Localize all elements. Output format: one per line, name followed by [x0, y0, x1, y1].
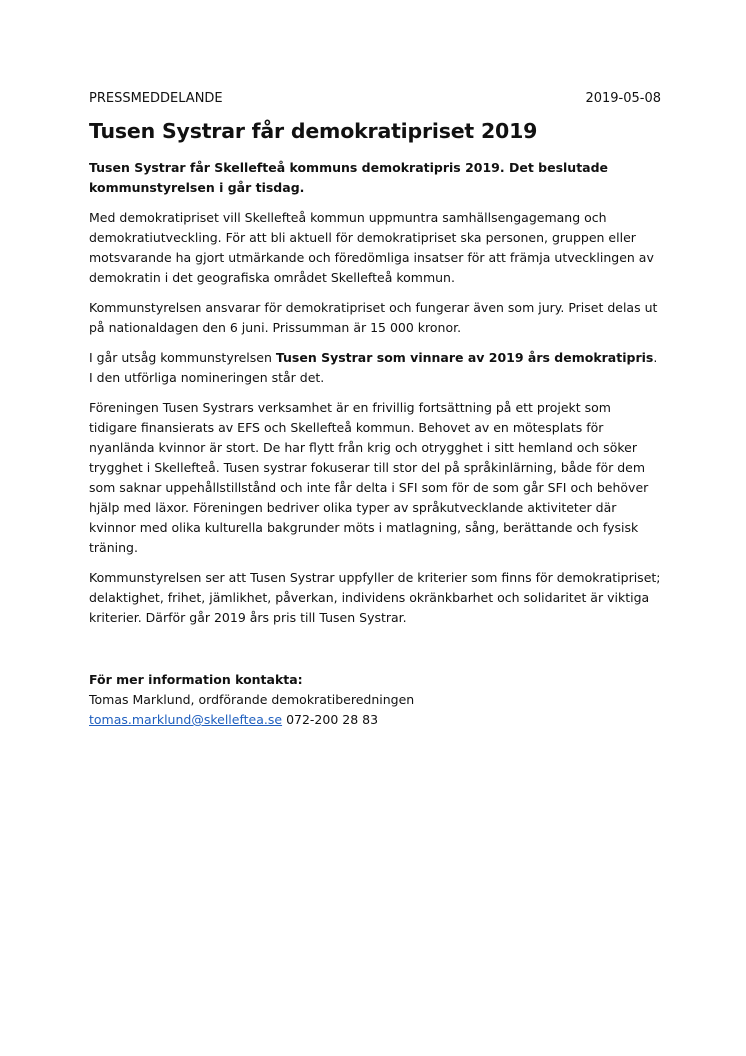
contact-heading: För mer information kontakta:	[89, 672, 303, 687]
contact-block	[89, 670, 661, 730]
contact-phone: 072-200 28 83	[282, 712, 379, 727]
paragraph-3-highlight: Tusen Systrar som vinnare av 2019 års demokratipris	[275, 350, 654, 365]
contact-email-link[interactable]: tomas.marklund@skelleftea.se	[89, 712, 283, 727]
release-date: 2019-05-08	[585, 91, 661, 106]
lead-paragraph: Tusen Systrar får Skellefteå kommuns demokratipris 2019. Det beslutade kommunstyrelsen i går tisdag.	[89, 160, 609, 195]
page-title: Tusen Systrar får demokratipriset 2019	[89, 119, 538, 143]
contact-name: Tomas Marklund, ordförande demokratiberedningen	[89, 692, 415, 707]
paragraph-2: Kommunstyrelsen ansvarar för demokratipriset och fungerar även som jury. Priset delas ut på nationaldagen den 6 juni. Prissumman är 15 000 kronor.	[89, 300, 658, 335]
header-row	[89, 90, 661, 108]
paragraph-3-intro: I går utsåg kommunstyrelsen	[89, 350, 276, 365]
paragraph-4: Föreningen Tusen Systrars verksamhet är en frivillig fortsättning på ett projekt som tidigare finansierats av EFS och Skellefteå kommun. Behovet av en mötesplats för nyanlända kvinnor är stort. De har flytt från krig och otrygghet i sitt hemland och söker trygghet i Skellefteå. Tusen systrar fokuserar till stor del på språkinlärning, både för dem som saknar uppehållstillstånd och inte får delta i SFI som för de som går SFI och behöver hjälp med läxor. Föreningen bedriver olika typer av språkutvecklande aktiviteter där kvinnor med olika kulturella bakgrunder möts i matlagning, sång, berättande och fysisk träning.	[89, 400, 649, 555]
paragraph-1: Med demokratipriset vill Skellefteå kommun uppmuntra samhällsengagemang och demokratiutveckling. För att bli aktuell för demokratipriset ska personen, gruppen eller motsvarande ha gjort utmärkande och föredömliga insatser för att främja utvecklingen av demokratin i det geografiska området Skellefteå kommun.	[89, 210, 654, 285]
press-release-page	[89, 90, 661, 730]
paragraph-3-outro: . I den utförliga nomineringen står det.	[89, 350, 658, 385]
paragraph-3	[89, 348, 661, 388]
contact-details	[89, 710, 661, 730]
document-type-label: PRESSMEDDELANDE	[89, 91, 223, 106]
paragraph-5: Kommunstyrelsen ser att Tusen Systrar uppfyller de kriterier som finns för demokratipriset; delaktighet, frihet, jämlikhet, påverkan, individens okränkbarhet och solidaritet är viktiga kriterier. Därför går 2019 års pris till Tusen Systrar.	[89, 570, 661, 625]
